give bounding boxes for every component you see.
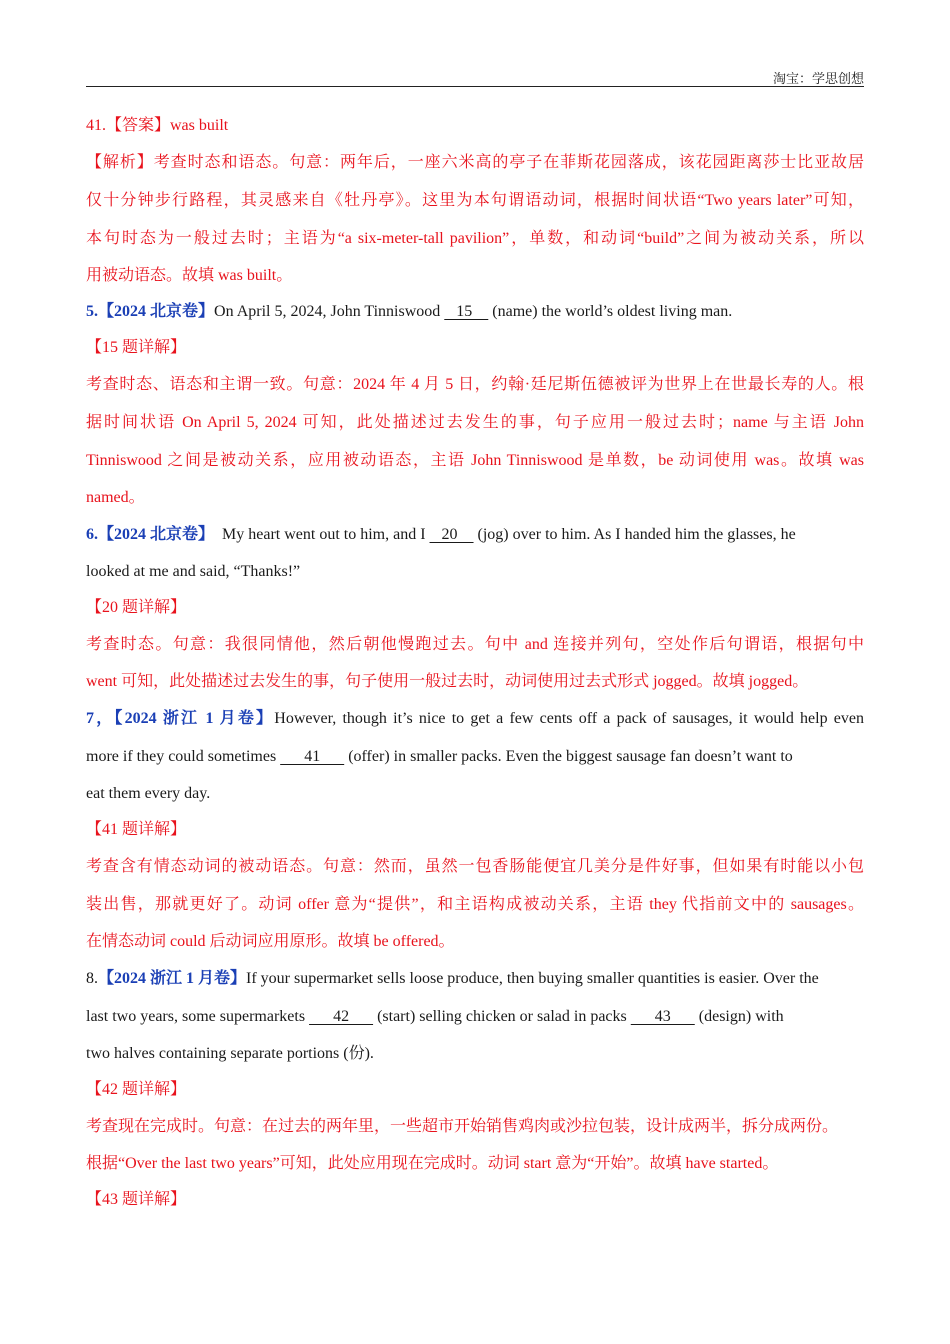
question-source: 【2024 北京卷】 bbox=[98, 303, 215, 320]
question-8-line-3: two halves containing separate portions (份). bbox=[86, 1045, 374, 1062]
answer-blank-42: 42 bbox=[309, 1008, 374, 1025]
question-number: 8. bbox=[86, 970, 98, 987]
question-number: 6. bbox=[86, 526, 98, 543]
detail-label-41: 【41 题详解】 bbox=[86, 821, 187, 838]
question-7-line-2 bbox=[86, 738, 864, 776]
question-6-line-2: looked at me and said, “Thanks!” bbox=[86, 563, 301, 580]
question-8-line-2 bbox=[86, 998, 864, 1036]
question-text: On April 5, 2024, John Tinniswood bbox=[214, 303, 445, 320]
analysis-15-line-3: Tinniswood 之间是被动关系，应用被动语态，主语 John Tinniswood 是单数，be 动词使用 was。故填 was bbox=[86, 452, 864, 469]
analysis-42-line-1: 考查现在完成时。句意：在过去的两年里，一些超市开始销售鸡肉或沙拉包装，设计成两半，拆分成两份。 bbox=[86, 1118, 839, 1135]
question-text: (start) selling chicken or salad in packs bbox=[373, 1008, 631, 1025]
question-text: My heart went out to him, and I bbox=[214, 526, 430, 543]
question-source: 【2024 浙江 1 月卷】 bbox=[98, 970, 247, 987]
question-text: more if they could sometimes bbox=[86, 748, 281, 765]
analysis-41b-line-3: 在情态动词 could 后动词应用原形。故填 be offered。 bbox=[86, 933, 455, 950]
analysis-41-line-2: 仅十分钟步行路程，其灵感来自《牡丹亭》。这里为本句谓语动词，根据时间状语“Two years later”可知， bbox=[86, 192, 864, 209]
analysis-20-line-1: 考查时态。句意：我很同情他，然后朝他慢跑过去。句中 and 连接并列句，空处作后句谓语，根据句中 bbox=[86, 636, 864, 653]
analysis-41b-line-1: 考查含有情态动词的被动语态。句意：然而，虽然一包香肠能便宜几美分是件好事，但如果有时能以小包 bbox=[86, 858, 864, 875]
question-8 bbox=[86, 960, 864, 998]
question-number: 7， bbox=[86, 710, 115, 727]
question-7 bbox=[86, 700, 864, 738]
detail-label-15: 【15 题详解】 bbox=[86, 339, 187, 356]
detail-label-42: 【42 题详解】 bbox=[86, 1081, 187, 1098]
question-6 bbox=[86, 516, 864, 554]
header-text: 淘宝：学思创想 bbox=[772, 71, 864, 86]
detail-label-20: 【20 题详解】 bbox=[86, 599, 187, 616]
analysis-15-line-1: 考查时态、语态和主谓一致。句意：2024 年 4 月 5 日，约翰·廷尼斯伍德被评为世界上在世最长寿的人。根 bbox=[86, 376, 864, 393]
answer-blank-41: 41 bbox=[280, 748, 345, 765]
question-text: last two years, some supermarkets bbox=[86, 1008, 310, 1025]
question-text: (design) with bbox=[694, 1008, 784, 1025]
question-text: If your supermarket sells loose produce, then buying smaller quantities is easier. Over the bbox=[246, 970, 819, 987]
analysis-15-line-4: named。 bbox=[86, 489, 145, 506]
answer-41: 41.【答案】was built bbox=[86, 117, 229, 134]
question-text: (name) the world’s oldest living man. bbox=[488, 303, 733, 320]
question-source: 【2024 北京卷】 bbox=[98, 526, 215, 543]
question-number: 5. bbox=[86, 303, 98, 320]
analysis-41b-line-2: 装出售，那就更好了。动词 offer 意为“提供”，和主语构成被动关系，主语 they 代指前文中的 sausages。 bbox=[86, 896, 864, 913]
question-source: 【2024 浙江 1 月卷】 bbox=[114, 710, 275, 727]
answer-blank-15: 15 bbox=[444, 303, 489, 320]
analysis-20-line-2: went 可知，此处描述过去发生的事，句子使用一般过去时，动词使用过去式形式 jogged。故填 jogged。 bbox=[86, 673, 809, 690]
question-text: (jog) over to him. As I handed him the glasses, he bbox=[473, 526, 796, 543]
analysis-41-line-1: 【解析】考查时态和语态。句意：两年后，一座六米高的亭子在菲斯花园落成，该花园距离莎士比亚故居 bbox=[86, 154, 864, 171]
analysis-41-line-3: 本句时态为一般过去时；主语为“a six-meter-tall pavilion”，单数，和动词“build”之间为被动关系，所以 bbox=[86, 230, 864, 247]
answer-blank-43: 43 bbox=[630, 1008, 695, 1025]
detail-label-43: 【43 题详解】 bbox=[86, 1191, 187, 1208]
question-7-line-3: eat them every day. bbox=[86, 785, 211, 802]
analysis-15-line-2: 据时间状语 On April 5, 2024 可知，此处描述过去发生的事，句子应用一般过去时；name 与主语 John bbox=[86, 414, 864, 431]
analysis-42-line-2: 根据“Over the last two years”可知，此处应用现在完成时。动词 start 意为“开始”。故填 have started。 bbox=[86, 1155, 779, 1172]
page-header bbox=[86, 66, 864, 87]
document-body bbox=[86, 108, 864, 1218]
question-5 bbox=[86, 294, 864, 330]
question-text: (offer) in smaller packs. Even the biggest sausage fan doesn’t want to bbox=[344, 748, 793, 765]
answer-blank-20: 20 bbox=[429, 526, 474, 543]
question-text: However, though it’s nice to get a few cents off a pack of sausages, it would help even bbox=[274, 710, 864, 727]
analysis-41-line-4: 用被动语态。故填 was built。 bbox=[86, 267, 293, 284]
